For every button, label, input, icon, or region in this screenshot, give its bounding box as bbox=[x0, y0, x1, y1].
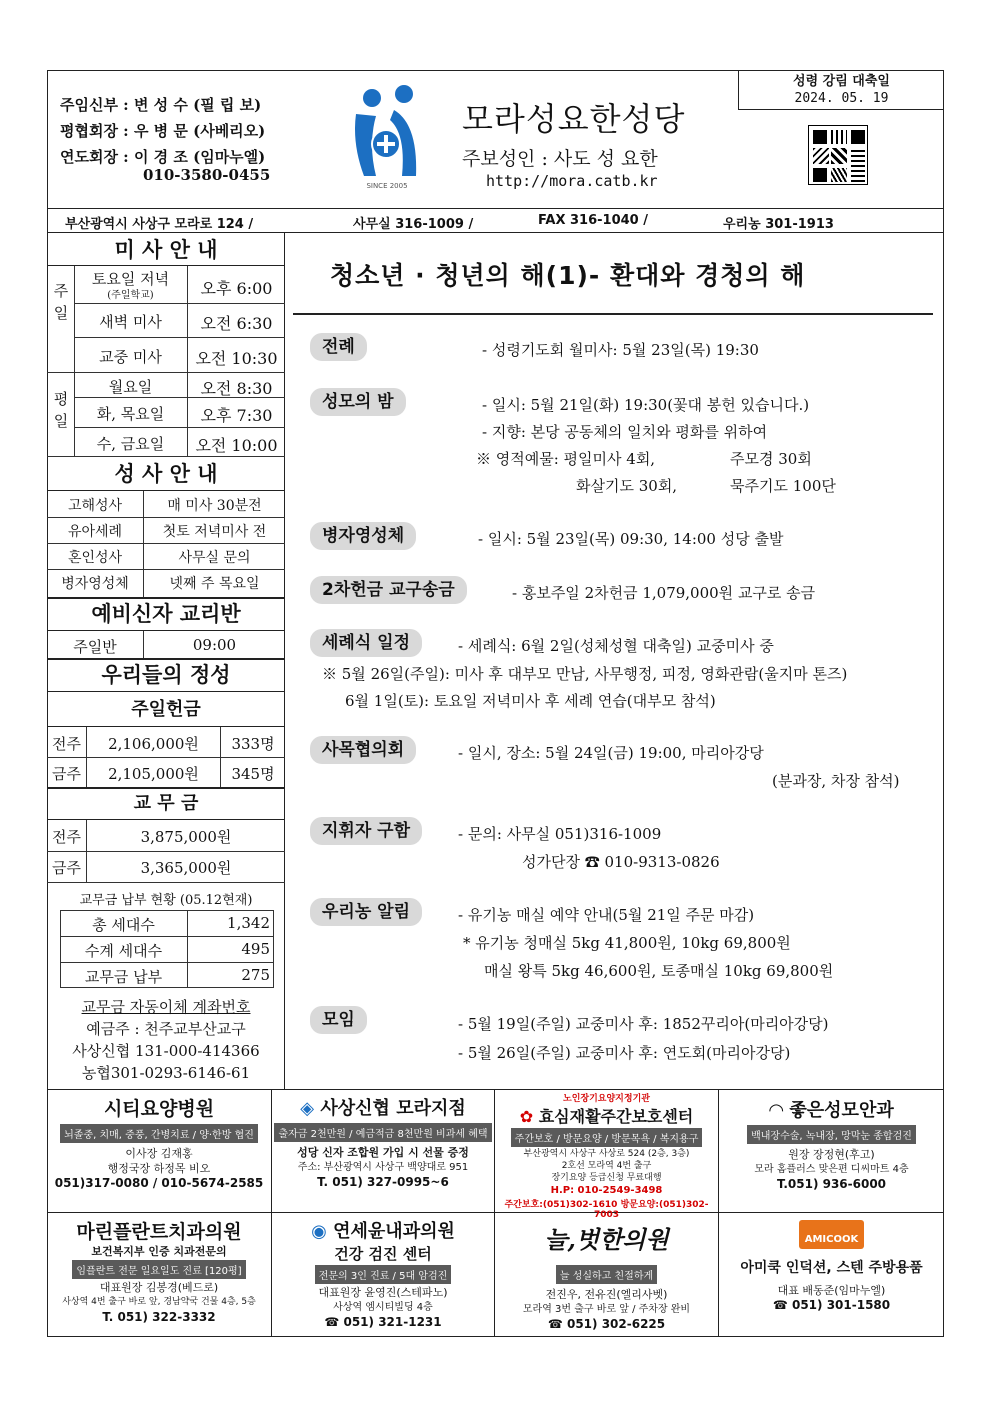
ad-internal-clinic[interactable] bbox=[272, 1217, 494, 1329]
catechumen-time: 09:00 bbox=[192, 636, 237, 654]
sacrament-value: 매 미사 30분전 bbox=[167, 498, 262, 514]
ad-name: 시티요양병원 bbox=[103, 1098, 215, 1120]
ad-tel: T. 051) 322-3332 bbox=[102, 1310, 216, 1324]
section-tag: 병자영성체 bbox=[310, 522, 416, 550]
fax-number: FAX 316-1040 / bbox=[538, 213, 648, 228]
ad-sub: 건강 검진 센터 bbox=[334, 1245, 432, 1263]
ad-name: 마린플란트치과의원 bbox=[76, 1221, 242, 1243]
ad-tel: 051)317-0080 / 010-5674-2585 bbox=[54, 1176, 264, 1190]
sacrament-name: 병자영성체 bbox=[61, 576, 129, 592]
leader-role: 평협회장 : bbox=[60, 122, 129, 140]
parish-title: 모라성요한성당 bbox=[462, 100, 686, 138]
catechumen-title: 예비신자 교리반 bbox=[47, 598, 285, 631]
section-line: ※ 영적예물: 평일미사 4회, bbox=[476, 450, 656, 468]
patron-saint: 주보성인 : 사도 성 요한 bbox=[462, 148, 658, 170]
ad-dental-clinic[interactable] bbox=[47, 1217, 271, 1324]
feast-name: 성령 강림 대축일 bbox=[793, 74, 890, 89]
section-line: - 성령기도회 월미사: 5월 23일(목) 19:30 bbox=[482, 341, 759, 359]
ad-city-hospital[interactable] bbox=[47, 1094, 271, 1190]
ad-sub: 보건복지부 인증 치과전문의 bbox=[91, 1245, 227, 1258]
sacrament-name: 유아세례 bbox=[67, 524, 123, 540]
mass-name: 교중 미사 bbox=[99, 348, 162, 366]
section-line: (분과장, 차장 참석) bbox=[772, 772, 900, 790]
ad-line: 모라역 3번 출구 바로 앞 / 주차장 완비 bbox=[522, 1304, 691, 1315]
ad-name: 아미쿡 인덕션, 스텐 주방용품 bbox=[740, 1260, 923, 1276]
status-value: 1,342 bbox=[227, 914, 270, 932]
section-line: - 5월 26일(주일) 교중미사 후: 연도회(마리아강당) bbox=[458, 1044, 791, 1062]
headline: 청소년 · 청년의 해(1)- 환대와 경청의 해 bbox=[330, 261, 806, 290]
mass-name: 토요일 저녁 bbox=[91, 270, 170, 288]
ad-tagline: 뇌졸중, 치매, 중풍, 간병치료 / 양·한방 협진 bbox=[60, 1124, 258, 1143]
mass-title: 미 사 안 내 bbox=[47, 233, 285, 266]
catechumen-label: 주일반 bbox=[73, 638, 117, 656]
section-line: - 일시: 5월 21일(화) 19:30(꽃대 봉헌 있습니다.) bbox=[482, 396, 810, 414]
sacrament-name: 고해성사 bbox=[67, 498, 123, 514]
section-line: 화살기도 30회, bbox=[576, 477, 678, 495]
date-box bbox=[738, 70, 944, 110]
logo-year: SINCE 2005 bbox=[366, 182, 408, 190]
parish-url[interactable]: http://mora.catb.kr bbox=[486, 172, 658, 190]
mass-time: 오전 10:00 bbox=[195, 436, 278, 455]
ad-care-center[interactable] bbox=[495, 1091, 718, 1220]
ad-line: 주소: 부산광역시 사상구 백양대로 951 bbox=[297, 1162, 469, 1173]
section-line: - 유기농 매실 예약 안내(5월 21일 주문 마감) bbox=[458, 906, 755, 924]
ad-line: 장기요양 등급신청 무료대행 bbox=[551, 1173, 662, 1183]
info-bar bbox=[47, 208, 944, 233]
account-number: 사상신협 131-000-414366 bbox=[72, 1042, 260, 1060]
ad-tagline: 백내장수술, 녹내장, 망막눈 종합검진 bbox=[747, 1125, 916, 1144]
payment-status-title: 교무금 납부 현황 (05.12현재) bbox=[79, 893, 253, 908]
mass-name: 새벽 미사 bbox=[99, 313, 162, 331]
care-center-icon: ✿ bbox=[519, 1107, 534, 1126]
mass-time: 오전 8:30 bbox=[200, 379, 273, 398]
ad-tel: ☎ 051) 302-6225 bbox=[547, 1317, 666, 1331]
section-line: - 일시: 5월 23일(목) 09:30, 14:00 성당 출발 bbox=[478, 530, 784, 548]
ad-name: 좋은성모안과 bbox=[789, 1100, 894, 1121]
section-line: - 홍보주일 2차헌금 1,079,000원 교구로 송금 bbox=[512, 584, 816, 602]
section-tag: 전례 bbox=[310, 333, 367, 361]
sunday-label: 주일 bbox=[53, 282, 69, 322]
section-line: 주모경 30회 bbox=[730, 450, 812, 468]
status-value: 495 bbox=[241, 940, 270, 958]
diocese-title: 교 무 금 bbox=[47, 788, 285, 820]
section-line: 매실 왕특 5kg 46,600원, 토종매실 10kg 69,800원 bbox=[484, 962, 834, 980]
section-line: * 유기농 청매실 5kg 41,800원, 10kg 69,800원 bbox=[463, 934, 791, 952]
ad-name: 사상신협 모라지점 bbox=[320, 1098, 466, 1119]
office-phone: 사무실 316-1009 / bbox=[353, 217, 474, 232]
clinic-icon: ◉ bbox=[311, 1221, 327, 1242]
eye-icon: ◠ bbox=[769, 1100, 784, 1121]
status-label: 수계 세대수 bbox=[84, 942, 163, 960]
ad-line: 2호선 모라역 4번 출구 bbox=[561, 1161, 652, 1171]
ad-line: 대표 배동준(임마누엘) bbox=[777, 1284, 886, 1297]
section-tag: 성모의 밤 bbox=[310, 388, 406, 416]
leader-role: 주임신부 : bbox=[60, 96, 129, 114]
section-line: - 세례식: 6월 2일(성체성혈 대축일) 교중미사 중 bbox=[458, 637, 774, 655]
sacrament-value: 첫토 저녁미사 전 bbox=[162, 524, 267, 540]
status-label: 교무금 납부 bbox=[84, 968, 163, 986]
ad-tel: T.051) 936-6000 bbox=[776, 1177, 887, 1191]
leader-name: 이 경 조 (임마누엘) bbox=[133, 148, 266, 166]
amicook-logo-icon: AMICOOK bbox=[799, 1220, 865, 1249]
section-tag: 모임 bbox=[310, 1006, 367, 1034]
ad-line: 원장 장정현(후고) bbox=[788, 1148, 875, 1161]
mass-time: 오전 6:30 bbox=[200, 314, 273, 333]
diocese-label: 전주 bbox=[52, 828, 81, 846]
mass-time: 오후 6:00 bbox=[200, 279, 273, 298]
address: 부산광역시 사상구 모라로 124 / bbox=[65, 217, 254, 232]
section-tag: 지휘자 구함 bbox=[310, 817, 422, 845]
ad-kitchen[interactable] bbox=[719, 1220, 944, 1312]
sunday-offering-title: 주일헌금 bbox=[47, 692, 285, 727]
section-line: 묵주기도 100단 bbox=[730, 477, 836, 495]
leader-name: 우 병 문 (사베리오) bbox=[133, 122, 266, 140]
offering-count: 333명 bbox=[231, 735, 275, 753]
leaders-block bbox=[60, 92, 265, 170]
section-line: - 5월 19일(주일) 교중미사 후: 1852꾸리아(마리아강당) bbox=[458, 1015, 829, 1033]
sacrament-name: 혼인성사 bbox=[67, 550, 123, 566]
ad-line: 성당 신자 조합원 가입 시 선물 증정 bbox=[297, 1146, 469, 1159]
offering-count: 345명 bbox=[231, 765, 275, 783]
ad-top-label: 노인장기요양지정기관 bbox=[563, 1094, 650, 1104]
account-holder: 예금주 : 천주교부산교구 bbox=[86, 1020, 246, 1038]
leader-name: 변 성 수 (필 립 보) bbox=[133, 96, 262, 114]
ad-tagline: 출자금 2천만원 / 예금적금 8천만원 비과세 혜택 bbox=[274, 1123, 491, 1142]
section-line: ※ 5월 26일(주일): 미사 후 대부모 만남, 사무행정, 피정, 영화관람(울지마 톤즈) bbox=[322, 665, 848, 683]
ad-line: 모라 홈플러스 맞은편 디씨마트 4층 bbox=[754, 1164, 909, 1175]
offering-label: 전주 bbox=[52, 735, 81, 753]
ad-line: 사상역 4번 출구 바로 앞, 경남약국 건물 4층, 5층 bbox=[62, 1297, 256, 1307]
qr-code-icon[interactable] bbox=[808, 125, 868, 185]
leader-role: 연도회장 : bbox=[60, 148, 129, 166]
section-tag: 세례식 일정 bbox=[310, 629, 422, 657]
mass-name: 수, 금요일 bbox=[96, 435, 165, 453]
diocese-label: 금주 bbox=[52, 859, 81, 877]
sacrament-value: 사무실 문의 bbox=[178, 550, 251, 566]
section-tag: 우리농 알림 bbox=[310, 898, 422, 926]
ad-name: 연세윤내과의원 bbox=[333, 1221, 455, 1242]
ad-tagline: 주간보호 / 방문요양 / 방문목욕 / 복지용구 bbox=[511, 1128, 703, 1147]
sacrament-value: 넷째 주 목요일 bbox=[169, 576, 260, 592]
ad-korean-medicine[interactable] bbox=[495, 1220, 718, 1331]
ad-line: 전진우, 전유진(엘리사벳) bbox=[545, 1288, 668, 1301]
section-tag: 사목협의회 bbox=[310, 736, 416, 764]
weekday-label: 평일 bbox=[53, 390, 69, 430]
section-line: 6월 1일(토): 토요일 저녁미사 후 세례 연습(대부모 참석) bbox=[345, 692, 716, 710]
section-line: 성가단장 ☎ 010-9313-0826 bbox=[522, 853, 720, 871]
section-line: - 지향: 본당 공동체의 일치와 평화를 위하여 bbox=[482, 423, 768, 441]
ad-tel: T. 051) 327-0995~6 bbox=[317, 1175, 449, 1189]
auto-transfer-title: 교무금 자동이체 계좌번호 bbox=[81, 998, 251, 1016]
ad-line: 사상역 엠시티빌딩 4층 bbox=[333, 1302, 433, 1313]
ad-line: H.P: 010-2549-3498 bbox=[550, 1185, 663, 1196]
offering-title: 우리들의 정성 bbox=[47, 659, 285, 692]
ad-line: 이사장 김재홍 bbox=[125, 1147, 193, 1160]
headline-rule bbox=[293, 313, 933, 315]
ad-tel: ☎ 051) 301-1580 bbox=[772, 1298, 891, 1312]
mass-time: 오후 7:30 bbox=[200, 406, 273, 425]
section-line: - 문의: 사무실 051)316-1009 bbox=[458, 825, 662, 843]
ad-tagline: 임플란트 전문 일요일도 진료 [120평] bbox=[72, 1260, 245, 1279]
status-label: 총 세대수 bbox=[92, 916, 155, 934]
offering-amount: 2,106,000원 bbox=[108, 735, 199, 753]
ad-name: 효심재활주간보호센터 bbox=[538, 1107, 694, 1126]
credit-union-icon: ◈ bbox=[300, 1098, 315, 1119]
section-tag: 2차헌금 교구송금 bbox=[310, 576, 467, 604]
mass-name: 월요일 bbox=[108, 378, 153, 396]
mass-time: 오전 10:30 bbox=[195, 349, 278, 368]
offering-label: 금주 bbox=[52, 765, 81, 783]
bulletin-date: 2024. 05. 19 bbox=[794, 91, 889, 106]
diocese-amount: 3,875,000원 bbox=[140, 828, 232, 846]
ad-eye-clinic[interactable] bbox=[719, 1096, 944, 1191]
contact-phone: 010-3580-0455 bbox=[143, 166, 271, 184]
ad-credit-union[interactable] bbox=[272, 1094, 494, 1189]
account-number: 농협301-0293-6146-61 bbox=[81, 1064, 251, 1082]
ad-line: 대표원장 김봉경(베드로) bbox=[99, 1281, 219, 1294]
ad-tel: 주간보호:(051)302-1610 방문요양:(051)302-7003 bbox=[504, 1200, 709, 1220]
mass-sub: (주일학교) bbox=[107, 290, 154, 301]
diocese-amount: 3,365,000원 bbox=[140, 859, 232, 877]
parish-logo-icon bbox=[346, 84, 428, 192]
sacraments-title: 성 사 안 내 bbox=[47, 456, 285, 491]
ad-line: 부산광역시 사상구 사상로 524 (2층, 3층) bbox=[523, 1149, 690, 1159]
ad-line: 행정국장 하정목 비오 bbox=[107, 1162, 211, 1175]
ad-name: 늘,벗한의원 bbox=[544, 1225, 669, 1254]
ad-tagline: 전문의 3인 진료 / 5대 암검진 bbox=[315, 1265, 452, 1284]
farm-phone: 우리농 301-1913 bbox=[723, 217, 834, 232]
ad-tel: ☎ 051) 321-1231 bbox=[324, 1315, 442, 1329]
ad-line: 대표원장 윤영진(스테파노) bbox=[318, 1286, 448, 1299]
ad-tagline: 늘 성실하고 친절하게 bbox=[556, 1265, 657, 1284]
offering-amount: 2,105,000원 bbox=[108, 765, 199, 783]
section-line: - 일시, 장소: 5월 24일(금) 19:00, 마리아강당 bbox=[458, 744, 764, 762]
mass-name: 화, 목요일 bbox=[96, 405, 165, 423]
status-value: 275 bbox=[241, 966, 270, 984]
